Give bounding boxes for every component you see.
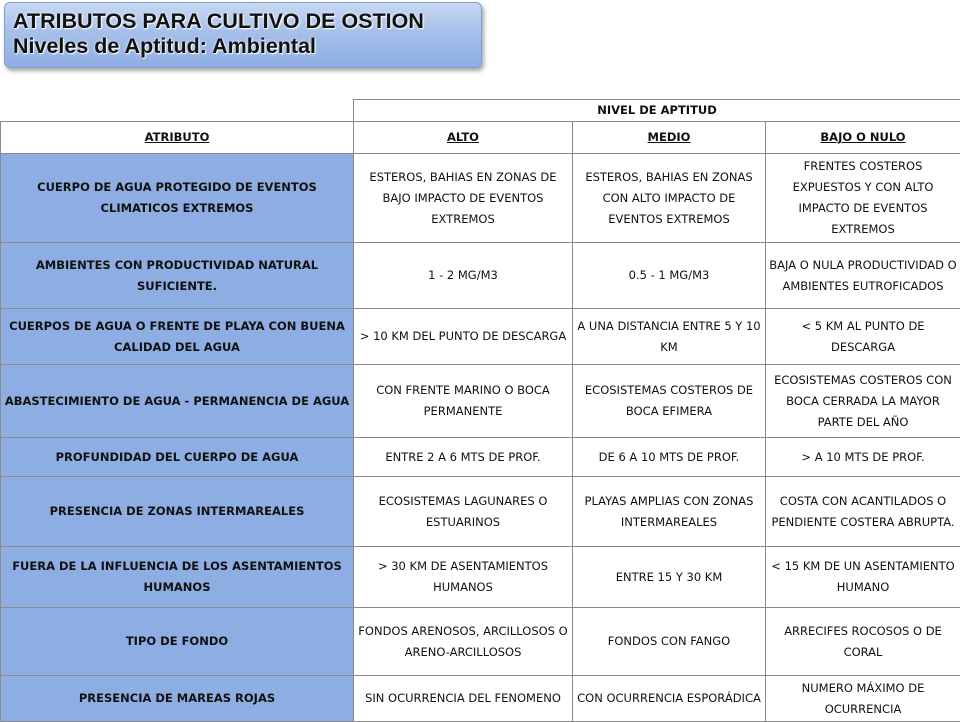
cell-atributo: FUERA DE LA INFLUENCIA DE LOS ASENTAMIENTOS HUMANOS <box>1 547 354 608</box>
cell-alto: > 10 KM DEL PUNTO DE DESCARGA <box>354 309 573 365</box>
cell-medio: DE 6 A 10 MTS DE PROF. <box>573 438 766 477</box>
cell-alto: 1 - 2 MG/M3 <box>354 243 573 309</box>
cell-medio: PLAYAS AMPLIAS CON ZONAS INTERMAREALES <box>573 477 766 547</box>
column-header-row <box>1 122 960 154</box>
cell-atributo: TIPO DE FONDO <box>1 608 354 676</box>
cell-medio: 0.5 - 1 MG/M3 <box>573 243 766 309</box>
cell-atributo: ABASTECIMIENTO DE AGUA - PERMANENCIA DE AGUA <box>1 365 354 438</box>
table-row <box>1 608 960 676</box>
cell-bajo: FRENTES COSTEROS EXPUESTOS Y CON ALTO IMPACTO DE EVENTOS EXTREMOS <box>766 154 960 243</box>
table-row <box>1 547 960 608</box>
title-line-2: Niveles de Aptitud: Ambiental <box>13 34 481 59</box>
cell-alto: FONDOS ARENOSOS, ARCILLOSOS O ARENO-ARCILLOSOS <box>354 608 573 676</box>
cell-bajo: ECOSISTEMAS COSTEROS CON BOCA CERRADA LA MAYOR PARTE DEL AÑO <box>766 365 960 438</box>
table-row <box>1 438 960 477</box>
table-row <box>1 676 960 722</box>
cell-medio: CON OCURRENCIA ESPORÁDICA <box>573 676 766 722</box>
table-row <box>1 477 960 547</box>
cell-medio: ECOSISTEMAS COSTEROS DE BOCA EFIMERA <box>573 365 766 438</box>
cell-bajo: BAJA O NULA PRODUCTIVIDAD O AMBIENTES EUTROFICADOS <box>766 243 960 309</box>
cell-medio: ENTRE 15 Y 30 KM <box>573 547 766 608</box>
cell-bajo: < 5 KM AL PUNTO DE DESCARGA <box>766 309 960 365</box>
cell-atributo: PRESENCIA DE ZONAS INTERMAREALES <box>1 477 354 547</box>
group-header-nivel: NIVEL DE APTITUD <box>354 100 960 122</box>
cell-alto: ESTEROS, BAHIAS EN ZONAS DE BAJO IMPACTO DE EVENTOS EXTREMOS <box>354 154 573 243</box>
cell-bajo: COSTA CON ACANTILADOS O PENDIENTE COSTERA ABRUPTA. <box>766 477 960 547</box>
cell-medio: ESTEROS, BAHIAS EN ZONAS CON ALTO IMPACTO DE EVENTOS EXTREMOS <box>573 154 766 243</box>
col-header-medio: MEDIO <box>573 122 766 154</box>
cell-bajo: NUMERO MÁXIMO DE OCURRENCIA <box>766 676 960 722</box>
blank-corner <box>1 100 354 122</box>
table-row <box>1 365 960 438</box>
cell-bajo: ARRECIFES ROCOSOS O DE CORAL <box>766 608 960 676</box>
cell-alto: SIN OCURRENCIA DEL FENOMENO <box>354 676 573 722</box>
col-header-bajo: BAJO O NULO <box>766 122 960 154</box>
col-header-alto: ALTO <box>354 122 573 154</box>
table-row <box>1 154 960 243</box>
cell-atributo: AMBIENTES CON PRODUCTIVIDAD NATURAL SUFICIENTE. <box>1 243 354 309</box>
cell-medio: FONDOS CON FANGO <box>573 608 766 676</box>
cell-atributo: CUERPO DE AGUA PROTEGIDO DE EVENTOS CLIMATICOS EXTREMOS <box>1 154 354 243</box>
cell-bajo: < 15 KM DE UN ASENTAMIENTO HUMANO <box>766 547 960 608</box>
cell-medio: A UNA DISTANCIA ENTRE 5 Y 10 KM <box>573 309 766 365</box>
title-line-1: ATRIBUTOS PARA CULTIVO DE OSTION <box>13 9 481 34</box>
title-box <box>4 2 482 68</box>
cell-alto: ECOSISTEMAS LAGUNARES O ESTUARINOS <box>354 477 573 547</box>
col-header-atributo: ATRIBUTO <box>1 122 354 154</box>
table-row <box>1 309 960 365</box>
cell-atributo: PROFUNDIDAD DEL CUERPO DE AGUA <box>1 438 354 477</box>
cell-alto: CON FRENTE MARINO O BOCA PERMANENTE <box>354 365 573 438</box>
cell-atributo: CUERPOS DE AGUA O FRENTE DE PLAYA CON BUENA CALIDAD DEL AGUA <box>1 309 354 365</box>
cell-atributo: PRESENCIA DE MAREAS ROJAS <box>1 676 354 722</box>
cell-alto: ENTRE 2 A 6 MTS DE PROF. <box>354 438 573 477</box>
group-header-row <box>1 100 960 122</box>
cell-alto: > 30 KM DE ASENTAMIENTOS HUMANOS <box>354 547 573 608</box>
cell-bajo: > A 10 MTS DE PROF. <box>766 438 960 477</box>
aptitude-table <box>0 99 960 722</box>
table-row <box>1 243 960 309</box>
